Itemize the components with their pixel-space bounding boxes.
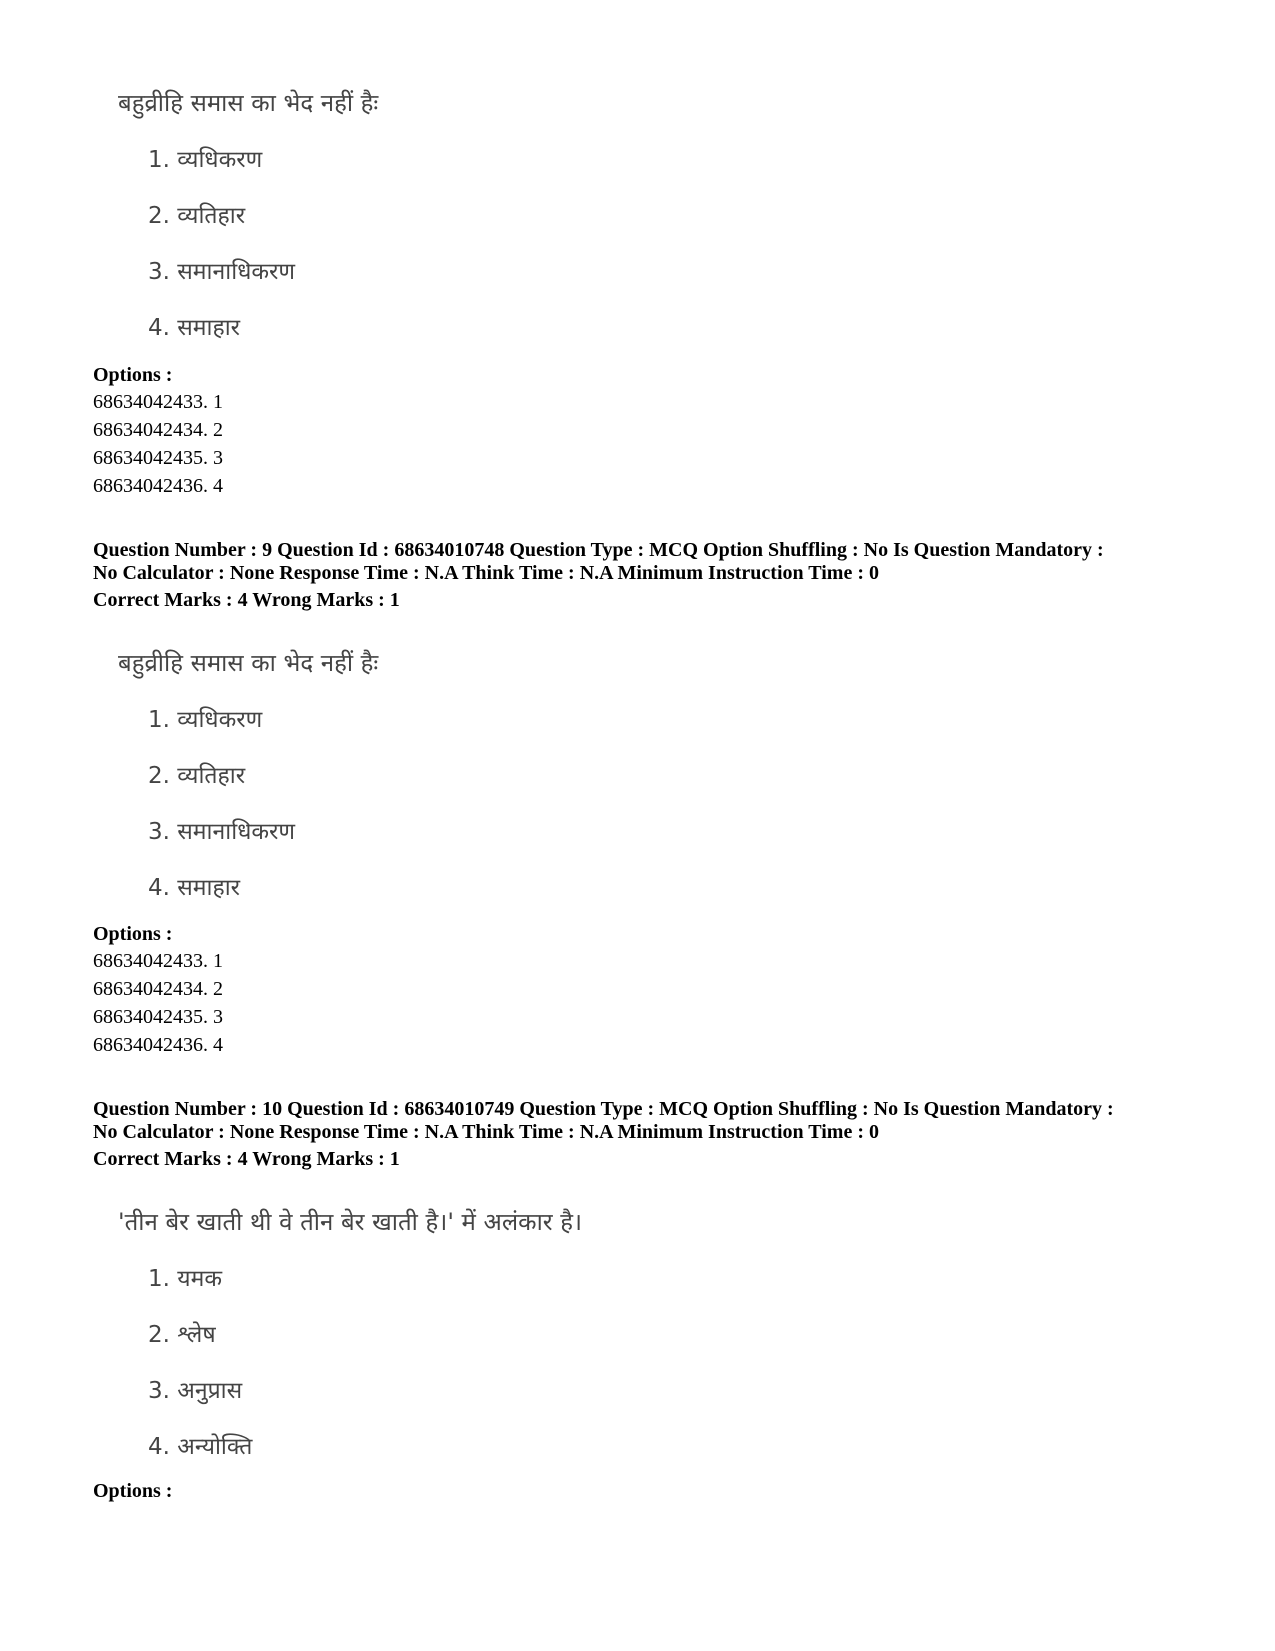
option-line: 68634042434. 2 [93, 419, 223, 441]
question-text: बहुव्रीहि समास का भेद नहीं हैः [118, 89, 379, 117]
choice-1: 1. व्यधिकरण [148, 707, 263, 733]
option-line: 68634042435. 3 [93, 1006, 223, 1028]
choice-3: 3. अनुप्रास [148, 1378, 243, 1404]
question-marks: Correct Marks : 4 Wrong Marks : 1 [93, 589, 400, 611]
choice-4: 4. समाहार [148, 875, 241, 901]
question-text: बहुव्रीहि समास का भेद नहीं हैः [118, 649, 379, 677]
option-line: 68634042435. 3 [93, 447, 223, 469]
choice-3: 3. समानाधिकरण [148, 259, 296, 285]
choice-2: 2. व्यतिहार [148, 203, 246, 229]
choice-1: 1. व्यधिकरण [148, 147, 263, 173]
choice-2: 2. श्लेष [148, 1322, 216, 1348]
option-line: 68634042436. 4 [93, 1034, 223, 1056]
choice-3: 3. समानाधिकरण [148, 819, 296, 845]
question-meta-line-2: No Calculator : None Response Time : N.A Think Time : N.A Minimum Instruction Time : 0 [93, 562, 879, 584]
option-line: 68634042433. 1 [93, 950, 223, 972]
options-heading: Options : [93, 923, 173, 945]
option-line: 68634042436. 4 [93, 475, 223, 497]
question-meta-line-2: No Calculator : None Response Time : N.A Think Time : N.A Minimum Instruction Time : 0 [93, 1121, 879, 1143]
options-heading: Options : [93, 1480, 173, 1502]
choice-4: 4. समाहार [148, 315, 241, 341]
question-meta-line-1: Question Number : 10 Question Id : 68634010749 Question Type : MCQ Option Shuffling : No Is Question Mandatory : [93, 1098, 1114, 1120]
option-line: 68634042434. 2 [93, 978, 223, 1000]
question-marks: Correct Marks : 4 Wrong Marks : 1 [93, 1148, 400, 1170]
option-line: 68634042433. 1 [93, 391, 223, 413]
choice-4: 4. अन्योक्ति [148, 1434, 253, 1460]
choice-2: 2. व्यतिहार [148, 763, 246, 789]
question-meta-line-1: Question Number : 9 Question Id : 68634010748 Question Type : MCQ Option Shuffling : No Is Question Mandatory : [93, 539, 1104, 561]
options-heading: Options : [93, 364, 173, 386]
question-text: 'तीन बेर खाती थी वे तीन बेर खाती है।' में अलंकार है। [118, 1208, 583, 1236]
choice-1: 1. यमक [148, 1266, 223, 1292]
